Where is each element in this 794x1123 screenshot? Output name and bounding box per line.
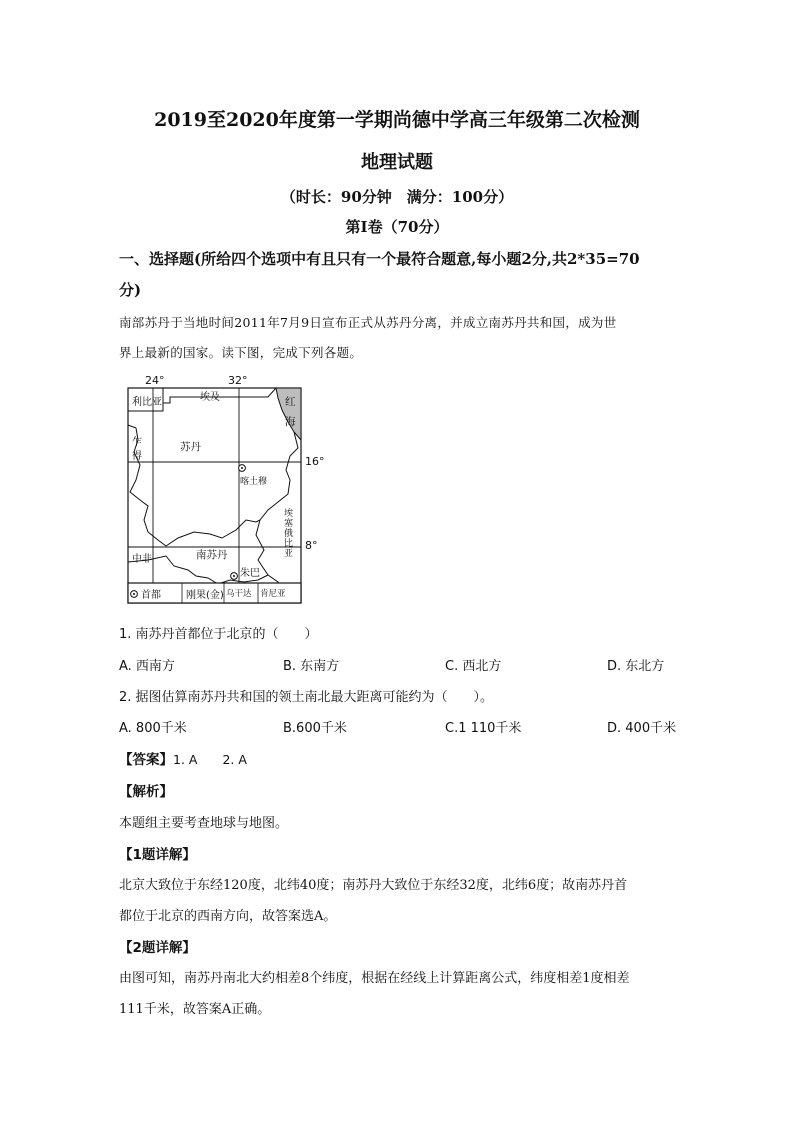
label-uganda: 乌干达 xyxy=(226,589,252,599)
label-capital-legend: 首都 xyxy=(141,590,161,601)
q2-detail-label: 【2题详解】 xyxy=(119,940,196,956)
section-heading-cont: 分) xyxy=(119,281,142,299)
answer-label: 【答案】 xyxy=(119,752,173,768)
label-ethiopia-4: 比 xyxy=(284,539,294,549)
volume-title: 第Ⅰ卷（70分） xyxy=(345,218,449,236)
label-kenya: 肯尼亚 xyxy=(260,589,286,599)
map-frame xyxy=(128,388,301,603)
label-ethiopia-5: 亚 xyxy=(284,549,294,559)
section-heading: 一、选择题(所给四个选项中有且只有一个最符合题意,每小题2分,共2*35=70 xyxy=(119,250,640,268)
question-2-option-b[interactable]: B.600千米 xyxy=(283,721,347,736)
sudan-map xyxy=(118,370,333,610)
label-ethiopia-2: 塞 xyxy=(284,519,294,529)
label-ethiopia-1: 埃 xyxy=(284,509,294,519)
question-1-option-a[interactable]: A. 西南方 xyxy=(119,659,175,674)
lon-label-32: 32° xyxy=(228,374,248,387)
label-red-sea-2: 海 xyxy=(285,416,296,428)
q2-detail-line-1: 由图可知，南苏丹南北大约相差8个纬度，根据在经线上计算距离公式，纬度相差1度相差 xyxy=(119,971,630,986)
q1-detail-label: 【1题详解】 xyxy=(119,847,196,863)
exam-info: （时长：90分钟 满分：100分） xyxy=(280,188,514,206)
intro-line-1: 南部苏丹于当地时间2011年7月9日宣布正式从苏丹分离，并成立南苏丹共和国，成为世 xyxy=(119,315,617,330)
label-juba: 朱巴 xyxy=(240,568,260,579)
question-2-option-c[interactable]: C.1 110千米 xyxy=(445,721,522,736)
label-red-sea-1: 红 xyxy=(285,396,296,408)
q1-detail-line-1: 北京大致位于东经120度，北纬40度；南苏丹大致位于东经32度，北纬6度；故南苏丹首 xyxy=(119,878,628,893)
question-1-stem: 1. 南苏丹首都位于北京的（ ） xyxy=(119,627,318,642)
question-2-stem: 2. 据图估算南苏丹共和国的领土南北最大距离可能约为（ ）。 xyxy=(119,690,494,705)
question-2-option-d[interactable]: D. 400千米 xyxy=(607,721,677,736)
page-title: 2019至2020年度第一学期尚德中学高三年级第二次检测 xyxy=(154,109,640,131)
analysis-label: 【解析】 xyxy=(119,784,173,800)
label-chad-1: 乍 xyxy=(132,437,142,448)
lat-label-8: 8° xyxy=(305,539,318,552)
label-car: 中非 xyxy=(132,554,152,565)
label-khartoum: 喀土穆 xyxy=(240,477,268,487)
label-ethiopia-3: 俄 xyxy=(284,529,294,539)
label-south-sudan: 南苏丹 xyxy=(196,549,228,561)
label-sudan: 苏丹 xyxy=(180,441,201,453)
label-egypt: 埃及 xyxy=(200,392,220,403)
label-chad-2: 得 xyxy=(132,451,142,462)
lon-label-24: 24° xyxy=(145,374,165,387)
analysis-summary: 本题组主要考查地球与地图。 xyxy=(119,816,289,831)
label-libya: 利比亚 xyxy=(132,397,162,408)
q1-detail-line-2: 都位于北京的西南方向，故答案选A。 xyxy=(119,909,337,924)
question-1-option-d[interactable]: D. 东北方 xyxy=(607,659,665,674)
label-congo: 刚果(金) xyxy=(186,590,224,601)
intro-line-2: 界上最新的国家。读下图，完成下列各题。 xyxy=(119,345,363,360)
lat-label-16: 16° xyxy=(305,455,325,468)
question-1-option-c[interactable]: C. 西北方 xyxy=(445,659,502,674)
question-1-option-b[interactable]: B. 东南方 xyxy=(283,659,340,674)
q2-detail-line-2: 111千米，故答案A正确。 xyxy=(119,1002,271,1017)
page-subtitle: 地理试题 xyxy=(361,152,433,173)
question-2-option-a[interactable]: A. 800千米 xyxy=(119,721,187,736)
answer-row xyxy=(119,748,247,768)
answer-text: 1. A 2. A xyxy=(173,752,247,767)
